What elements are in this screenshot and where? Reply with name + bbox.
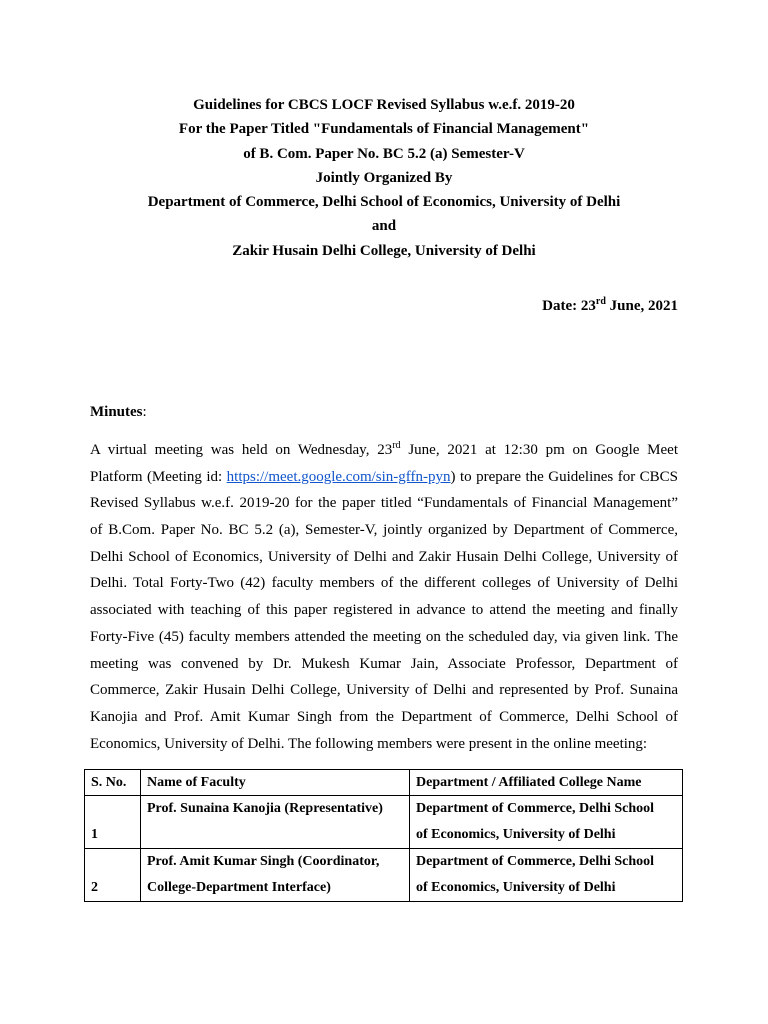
ordinal-suffix: rd — [392, 440, 401, 451]
date-ordinal: rd — [595, 296, 606, 307]
meeting-date — [542, 296, 678, 316]
department-line: Department of Commerce, Delhi School — [416, 854, 655, 869]
header-line: and — [371, 218, 397, 235]
text-run: Platform (Meeting id: — [90, 468, 227, 485]
paragraph-line: Delhi School of Economics, University of Delhi and Zakir Husain Delhi College, University of — [90, 548, 678, 565]
minutes-paragraph — [90, 437, 678, 757]
meeting-link[interactable]: https://meet.google.com/sin-gffn-pyn — [226, 468, 451, 485]
department-line: Department of Commerce, Delhi School — [416, 801, 655, 816]
header-line: of B. Com. Paper No. BC 5.2 (a) Semester-V — [243, 145, 525, 162]
column-header-sno: S. No. — [85, 770, 141, 796]
minutes-colon: : — [142, 404, 147, 420]
date-suffix: June, 2021 — [605, 298, 678, 314]
header-line: For the Paper Titled "Fundamentals of Financial Management" — [178, 121, 590, 138]
text-run: ) to prepare the Guidelines for CBCS — [450, 468, 678, 485]
header-line: Department of Commerce, Delhi School of Economics, University of Delhi — [147, 194, 621, 211]
cell-department — [410, 849, 683, 902]
paragraph-line: meeting was convened by Dr. Mukesh Kumar Jain, Associate Professor, Department of — [90, 655, 678, 672]
department-line: of Economics, University of Delhi — [416, 880, 616, 895]
header-line: Zakir Husain Delhi College, University of Delhi — [232, 242, 536, 259]
faculty-name-line: Prof. Amit Kumar Singh (Coordinator, — [147, 854, 380, 869]
minutes-label: Minutes — [90, 404, 143, 420]
table-row — [85, 796, 683, 849]
paragraph-line: associated with teaching of this paper registered in advance to attend the meeting and finally — [90, 602, 678, 619]
cell-faculty-name — [141, 796, 410, 849]
paragraph-line: Forty-Five (45) faculty members attended the meeting on the scheduled day, via given link. The — [90, 628, 678, 645]
paragraph-line: Economics, University of Delhi. The following members were present in the online meeting: — [90, 735, 648, 752]
paragraph-line: Commerce, Zakir Husain Delhi College, University of Delhi and represented by Prof. Sunaina — [90, 682, 678, 699]
date-prefix: Date: 23 — [542, 298, 596, 314]
cell-sno — [85, 849, 141, 902]
faculty-name-line: Prof. Sunaina Kanojia (Representative) — [147, 801, 383, 816]
header-line: Jointly Organized By — [315, 169, 453, 186]
paragraph-line — [90, 437, 678, 464]
faculty-table — [84, 769, 683, 902]
text-run: A virtual meeting was held on Wednesday, 23 — [90, 442, 393, 458]
cell-sno — [85, 796, 141, 849]
document-header — [40, 93, 728, 263]
column-header-department: Department / Affiliated College Name — [410, 770, 683, 796]
paragraph-line: Delhi. Total Forty-Two (42) faculty members of the different colleges of University of Delhi — [90, 575, 678, 592]
paragraph-line — [90, 464, 678, 491]
table-header-row — [85, 770, 683, 796]
department-line: of Economics, University of Delhi — [416, 827, 616, 842]
sno-value: 1 — [91, 827, 98, 842]
table-row — [85, 849, 683, 902]
sno-value: 2 — [91, 880, 98, 895]
faculty-name-line: College-Department Interface) — [147, 880, 331, 895]
paragraph-line: Kanojia and Prof. Amit Kumar Singh from the Department of Commerce, Delhi School of — [90, 708, 678, 725]
header-line: Guidelines for CBCS LOCF Revised Syllabus w.e.f. 2019-20 — [193, 97, 575, 113]
text-run: June, 2021 at 12:30 pm on Google Meet — [400, 442, 679, 458]
paragraph-line: of B.Com. Paper No. BC 5.2 (a), Semester-V, jointly organized by Department of Commerce, — [90, 522, 678, 539]
minutes-heading — [90, 402, 147, 422]
cell-faculty-name — [141, 849, 410, 902]
cell-department — [410, 796, 683, 849]
column-header-name: Name of Faculty — [141, 770, 410, 796]
paragraph-line: Revised Syllabus w.e.f. 2019-20 for the paper titled “Fundamentals of Financial Management” — [90, 495, 678, 512]
